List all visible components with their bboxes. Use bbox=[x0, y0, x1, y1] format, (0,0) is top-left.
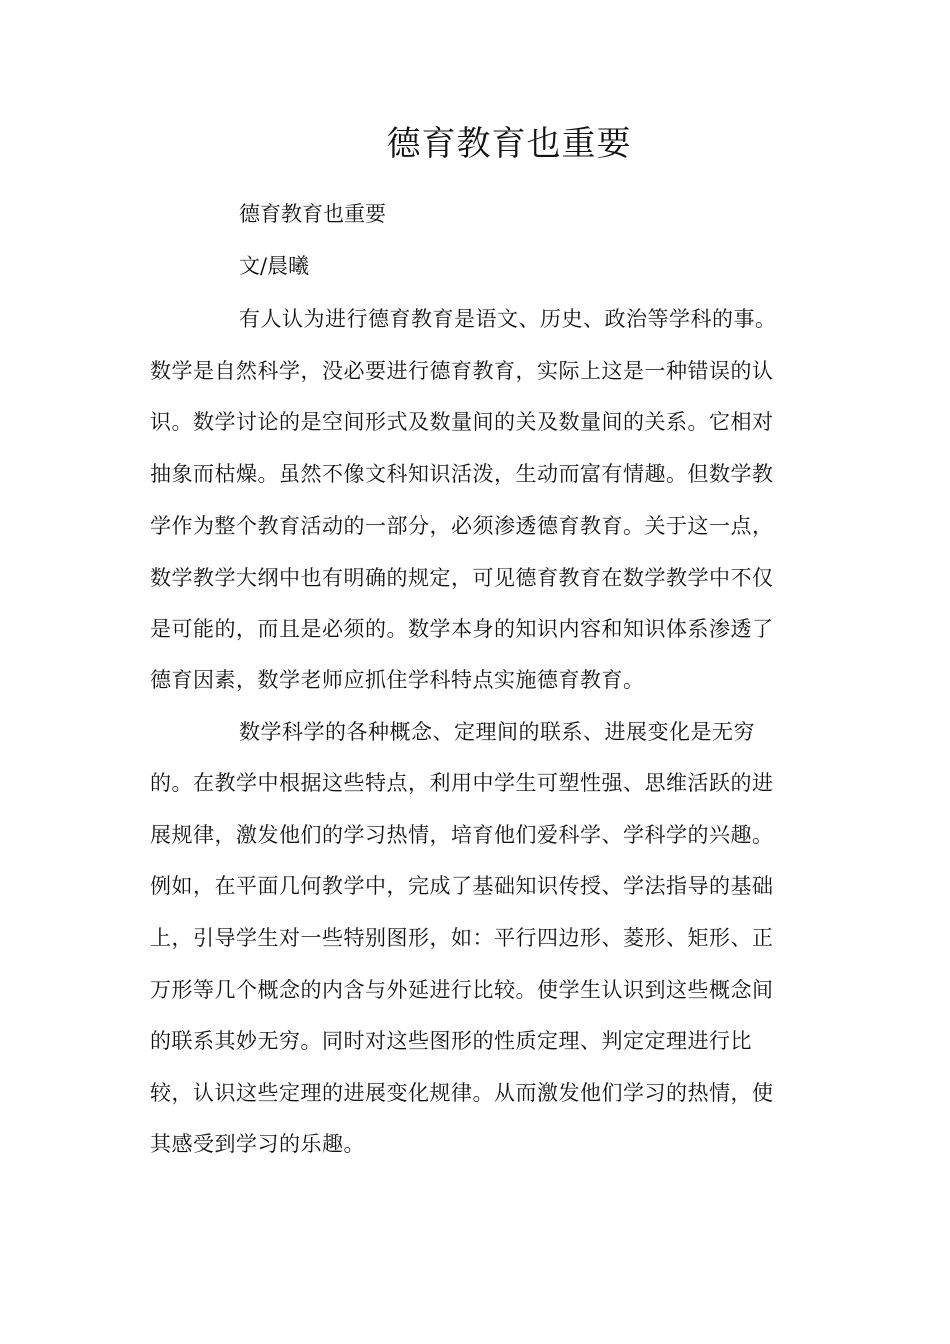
text-line: 例如，在平面几何教学中，完成了基础知识传授、学法指导的基础 bbox=[150, 874, 774, 898]
text-line: 万形等几个概念的内含与外延进行比较。使学生认识到这些概念间 bbox=[150, 978, 774, 1002]
text-line: 展规律，激发他们的学习热情，培育他们爱科学、学科学的兴趣。 bbox=[150, 823, 774, 847]
text-line: 的联系其妙无穷。同时对这些图形的性质定理、判定定理进行比 bbox=[150, 1029, 752, 1053]
text-line: 的。在教学中根据这些特点，利用中学生可塑性强、思维活跃的进 bbox=[150, 771, 774, 795]
text-line: 抽象而枯燥。虽然不像文科知识活泼，生动而富有情趣。但数学教 bbox=[150, 462, 774, 486]
text-line: 较，认识这些定理的进展变化规律。从而激发他们学习的热情，使 bbox=[150, 1081, 774, 1105]
text-line: 识。数学讨论的是空间形式及数量间的关及数量间的关系。它相对 bbox=[150, 410, 774, 434]
text-line: 数学教学大纲中也有明确的规定，可见德育教育在数学教学中不仅 bbox=[150, 566, 774, 590]
text-line: 数学科学的各种概念、定理间的联系、进展变化是无穷 bbox=[239, 720, 755, 744]
document-title: 德育教育也重要 bbox=[386, 124, 632, 164]
text-line: 数学是自然科学，没必要进行德育教育，实际上这是一种错误的认 bbox=[150, 359, 774, 383]
text-line: 学作为整个教育活动的一部分，必须渗透德育教育。关于这一点， bbox=[150, 514, 774, 538]
text-line: 其感受到学习的乐趣。 bbox=[150, 1132, 365, 1156]
text-line: 德育因素，数学老师应抓住学科特点实施德育教育。 bbox=[150, 668, 645, 692]
document-subtitle: 德育教育也重要 bbox=[239, 202, 386, 226]
text-line: 有人认为进行德育教育是语文、历史、政治等学科的事。 bbox=[239, 307, 777, 331]
text-line: 是可能的，而且是必须的。数学本身的知识内容和知识体系渗透了 bbox=[150, 617, 774, 641]
text-line: 上，引导学生对一些特别图形，如：平行四边形、菱形、矩形、正 bbox=[150, 926, 774, 950]
document-author: 文/晨曦 bbox=[239, 254, 310, 278]
